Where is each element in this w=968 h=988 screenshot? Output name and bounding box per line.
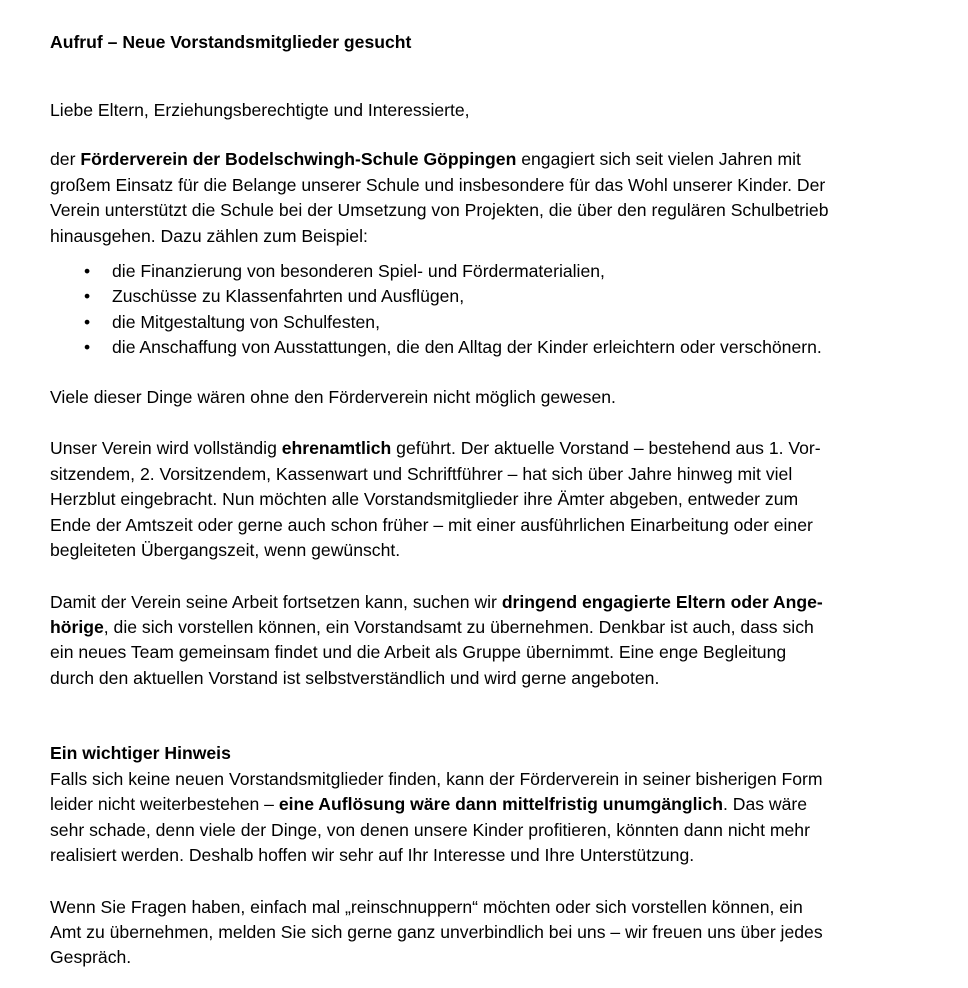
association-name: Förderverein der Bodelschwingh-Schule Göppingen [80, 149, 517, 169]
statement-paragraph: Viele dieser Dinge wären ohne den Förderverein nicht möglich gewesen. [50, 387, 616, 407]
list-item: • die Anschaffung von Ausstattungen, die den Alltag der Kinder erleichtern oder verschönern. [84, 337, 822, 357]
document-title: Aufruf – Neue Vorstandsmitglieder gesucht [50, 32, 412, 52]
notice-heading: Ein wichtiger Hinweis [50, 743, 231, 763]
bullet-icon: • [84, 312, 91, 332]
bullet-icon: • [84, 337, 91, 357]
bullet-icon: • [84, 261, 91, 281]
salutation: Liebe Eltern, Erziehungsberechtigte und Interessierte, [50, 100, 470, 120]
list-item: • die Finanzierung von besonderen Spiel- und Fördermaterialien, [84, 261, 605, 281]
bullet-icon: • [84, 286, 91, 306]
list-item: • Zuschüsse zu Klassenfahrten und Ausflügen, [84, 286, 465, 306]
list-item: • die Mitgestaltung von Schulfesten, [84, 312, 380, 332]
